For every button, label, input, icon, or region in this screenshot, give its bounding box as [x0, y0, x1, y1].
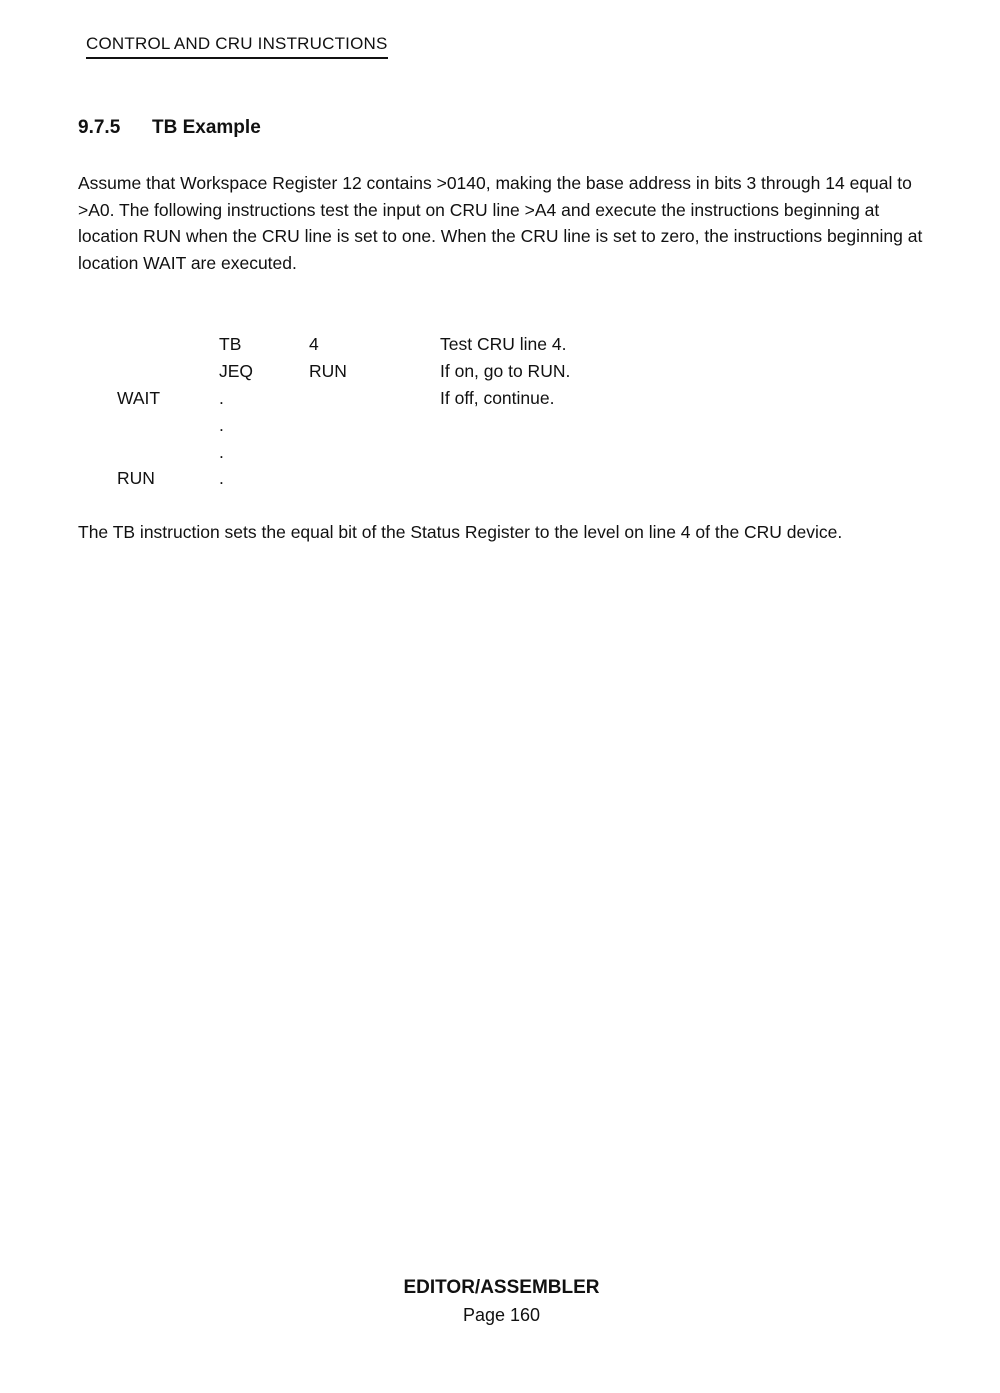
code-opcode: .: [219, 415, 224, 435]
code-opcode: TB: [219, 334, 242, 354]
section-heading: [78, 117, 261, 139]
code-operand: 4: [309, 334, 319, 354]
code-label: WAIT: [117, 388, 161, 408]
running-header: CONTROL AND CRU INSTRUCTIONS: [86, 34, 388, 59]
section-title-text: TB Example: [152, 117, 261, 138]
intro-paragraph: Assume that Workspace Register 12 contains >0140, making the base address in bits 3 through 14 equal to >A0. The following instructions test the input on CRU line >A4 and execute the instructions beginning at location RUN when the CRU line is set to one. When the CRU line is set to zero, the instructions beginning at location WAIT are executed.: [78, 173, 923, 273]
code-comment: Test CRU line 4.: [440, 334, 567, 354]
footer-title: EDITOR/ASSEMBLER: [403, 1277, 600, 1298]
code-opcode: JEQ: [219, 361, 254, 381]
page-number: Page 160: [462, 1305, 541, 1325]
code-comment: If off, continue.: [440, 388, 555, 408]
code-opcode: .: [219, 468, 224, 488]
code-operand: RUN: [309, 361, 347, 381]
explanation-paragraph: The TB instruction sets the equal bit of the Status Register to the level on line 4 of the CRU device.: [78, 522, 843, 542]
code-comment: If on, go to RUN.: [440, 361, 571, 381]
section-number: 9.7.5: [78, 117, 121, 138]
code-label: RUN: [117, 468, 155, 488]
code-opcode: .: [219, 388, 224, 408]
code-opcode: .: [219, 442, 224, 462]
